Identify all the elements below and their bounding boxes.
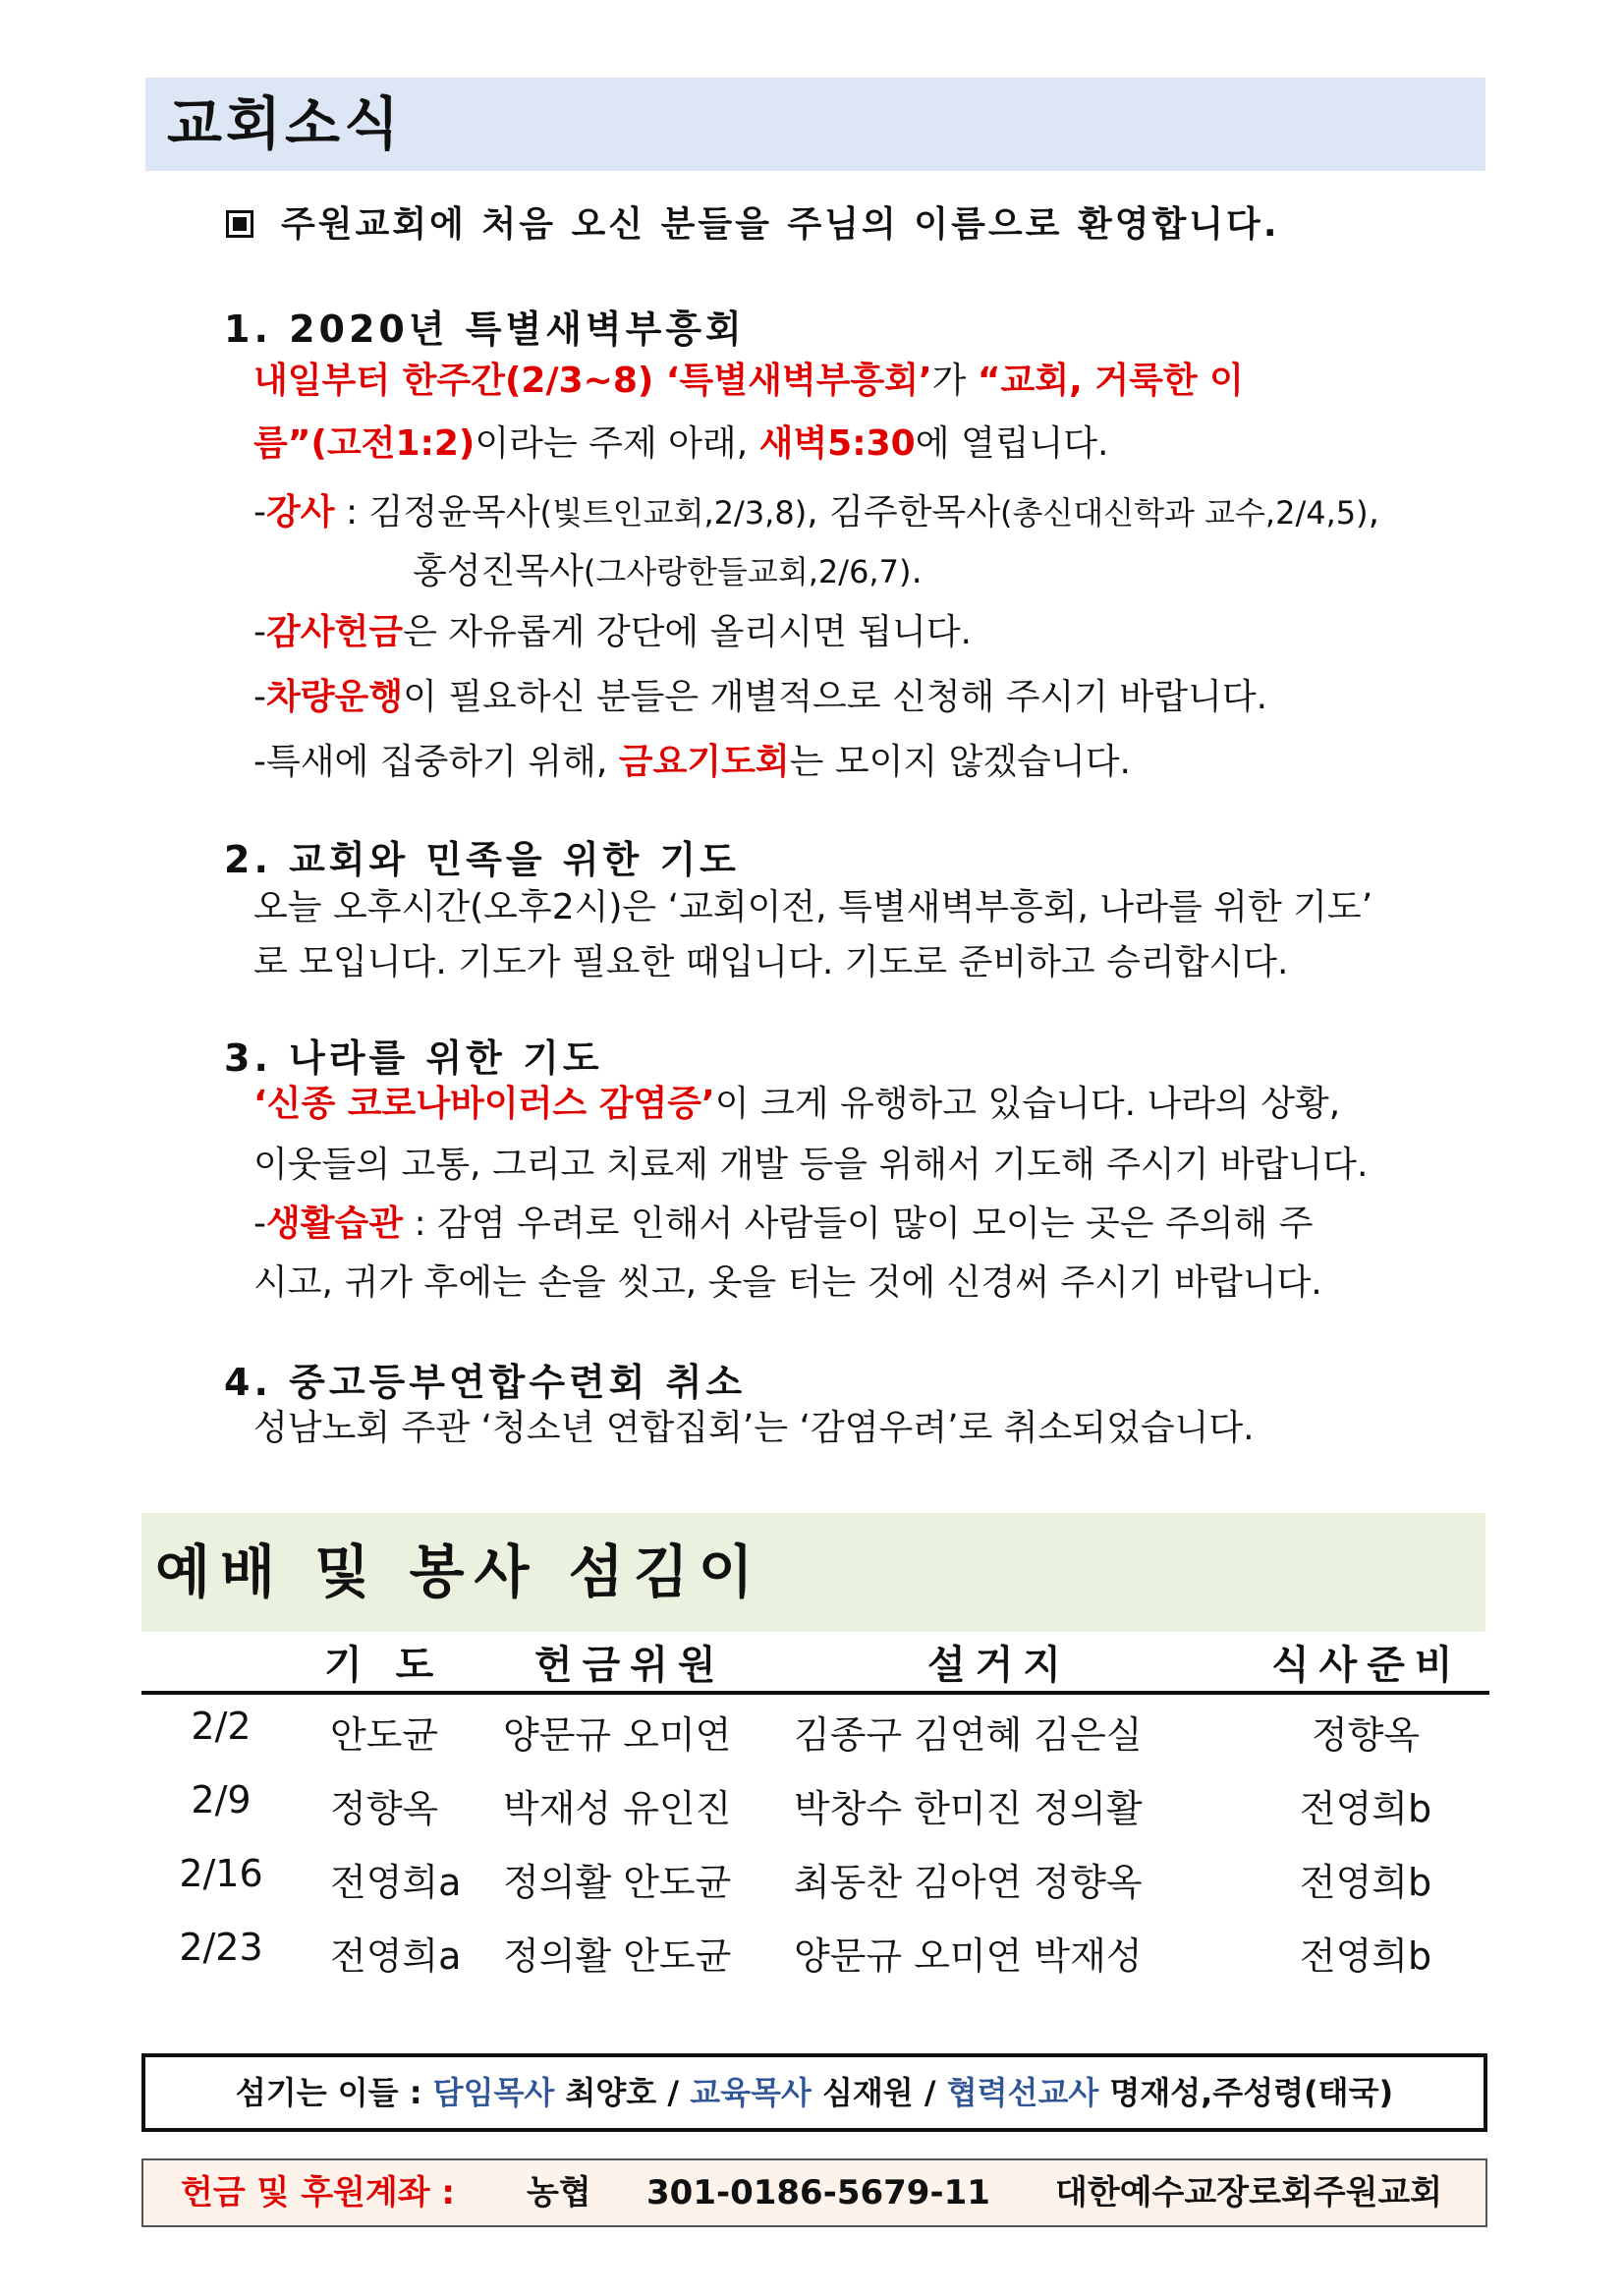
account-label: 헌금 및 후원계좌 : xyxy=(181,2173,456,2212)
header-offering: 헌금위원 xyxy=(534,1643,726,1688)
row-date: 2/9 xyxy=(191,1778,252,1821)
square-bullet-icon xyxy=(226,210,253,238)
s2-line-2: 로 모입니다. 기도가 필요한 때입니다. 기도로 준비하고 승리합시다. xyxy=(253,942,1289,982)
row-date: 2/2 xyxy=(191,1705,252,1748)
welcome-message: 주원교회에 처음 오신 분들을 주님의 이름으로 환영합니다. xyxy=(226,196,1280,247)
section-3-title: 3. 나라를 위한 기도 xyxy=(224,1036,603,1080)
row-dishes: 양문규 오미연 박재성 xyxy=(794,1934,1143,1978)
s1-line-friday: -특새에 집중하기 위해, 금요기도회는 모이지 않겠습니다. xyxy=(253,742,1131,782)
row-offering: 박재성 유인진 xyxy=(503,1787,732,1830)
row-meal: 전영희b xyxy=(1299,1934,1432,1978)
row-prayer: 정향옥 xyxy=(330,1787,439,1830)
s3-line-3: -생활습관 : 감염 우려로 인해서 사람들이 많이 모이는 곳은 주의해 주 xyxy=(253,1204,1314,1244)
s1-line-offering: -감사헌금은 자유롭게 강단에 올리시면 됩니다. xyxy=(253,612,972,652)
worship-banner xyxy=(141,1513,1485,1632)
row-dishes: 김종구 김연혜 김은실 xyxy=(794,1713,1143,1757)
account-number: 301-0186-5679-11 xyxy=(646,2173,990,2212)
row-prayer: 전영희a xyxy=(330,1861,462,1904)
header-prayer: 기 도 xyxy=(324,1643,444,1688)
s1-line-1: 내일부터 한주간(2/3~8) ‘특별새벽부흥회’가 “교회, 거룩한 이 xyxy=(253,361,1244,401)
account-box xyxy=(141,2158,1487,2227)
news-banner xyxy=(145,78,1485,171)
s1-line-2: 름”(고전1:2)이라는 주제 아래, 새벽5:30에 열립니다. xyxy=(253,423,1109,464)
schedule-table-header xyxy=(141,1632,1489,1695)
row-dishes: 박창수 한미진 정의활 xyxy=(794,1787,1143,1830)
row-prayer: 전영희a xyxy=(330,1934,462,1978)
row-meal: 정향옥 xyxy=(1311,1713,1421,1757)
row-date: 2/23 xyxy=(179,1926,263,1969)
row-prayer: 안도균 xyxy=(330,1713,439,1757)
header-meal: 식사준비 xyxy=(1271,1643,1463,1688)
news-title: 교회소식 xyxy=(167,90,404,157)
account-bank: 농협 xyxy=(527,2173,591,2212)
section-1-title: 1. 2020년 특별새벽부흥회 xyxy=(224,308,746,351)
row-dishes: 최동찬 김아연 정향옥 xyxy=(794,1861,1143,1904)
worship-title: 예배 및 봉사 섬김이 xyxy=(155,1539,763,1605)
role-senior-pastor: 담임목사 xyxy=(432,2074,555,2111)
s3-line-4: 시고, 귀가 후에는 손을 씻고, 옷을 터는 것에 신경써 주시기 바랍니다. xyxy=(253,1262,1322,1303)
s1-line-speakers-2: 홍성진목사(그사랑한들교회,2/6,7). xyxy=(413,551,923,591)
s2-line-1: 오늘 오후시간(오후2시)은 ‘교회이전, 특별새벽부흥회, 나라를 위한 기도’ xyxy=(253,887,1373,927)
section-2-title: 2. 교회와 민족을 위한 기도 xyxy=(224,838,740,881)
account-holder: 대한예수교장로회주원교회 xyxy=(1055,2173,1443,2212)
s1-line-speakers: -강사 : 김정윤목사(빛트인교회,2/3,8), 김주한목사(총신대신학과 교수,2/4,5), xyxy=(253,492,1380,532)
row-meal: 전영희b xyxy=(1299,1861,1432,1904)
row-date: 2/16 xyxy=(179,1852,263,1895)
s1-line-vehicle: -차량운행이 필요하신 분들은 개별적으로 신청해 주시기 바랍니다. xyxy=(253,677,1268,717)
role-missionary: 협력선교사 xyxy=(946,2074,1099,2111)
row-offering: 정의활 안도균 xyxy=(503,1861,732,1904)
row-meal: 전영희b xyxy=(1299,1787,1432,1830)
row-offering: 양문규 오미연 xyxy=(503,1713,732,1757)
s4-line-1: 성남노회 주관 ‘청소년 연합집회’는 ‘감염우려’로 취소되었습니다. xyxy=(253,1408,1255,1448)
role-education-pastor: 교육목사 xyxy=(690,2074,812,2111)
header-dishes: 설거지 xyxy=(927,1643,1071,1688)
staff-box: 섬기는 이들 : 담임목사 최양호 / 교육목사 심재원 / 협력선교사 명재성,주성령(태국) xyxy=(141,2053,1487,2132)
row-offering: 정의활 안도균 xyxy=(503,1934,732,1978)
s3-line-2: 이웃들의 고통, 그리고 치료제 개발 등을 위해서 기도해 주시기 바랍니다. xyxy=(253,1145,1369,1185)
section-4-title: 4. 중고등부연합수련회 취소 xyxy=(224,1361,747,1404)
s3-line-1: ‘신종 코로나바이러스 감염증’이 크게 유행하고 있습니다. 나라의 상황, xyxy=(253,1084,1341,1124)
